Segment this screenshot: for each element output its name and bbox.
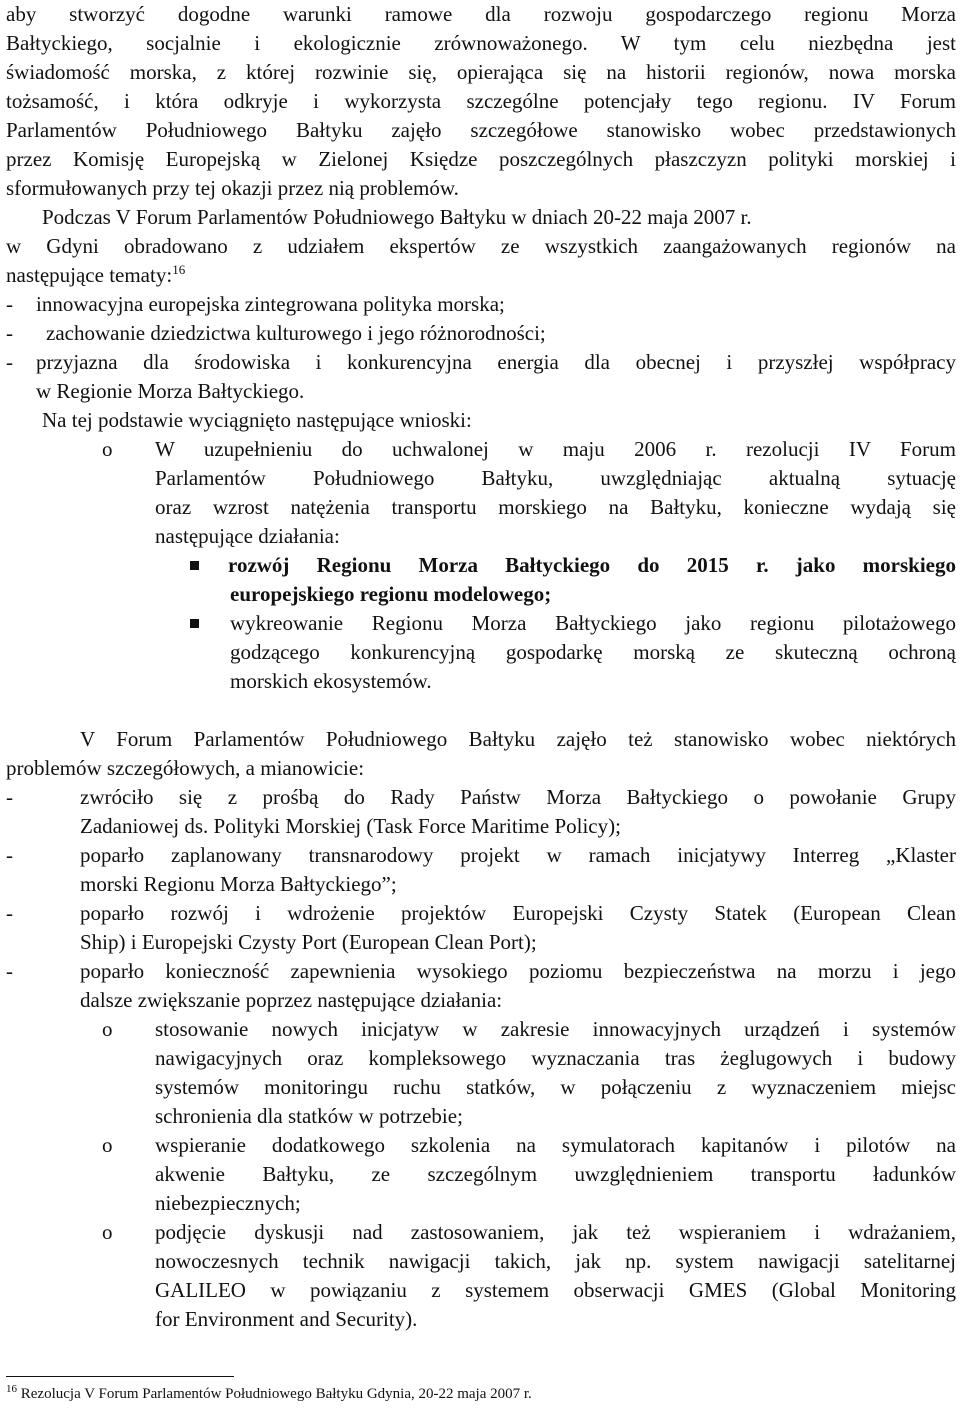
text-line: godzącego konkurencyjną gospodarkę morską ze skuteczną ochroną: [230, 640, 956, 664]
square-bullet-icon: [190, 561, 199, 570]
text-line: Na tej podstawie wyciągnięto następujące wnioski:: [42, 408, 472, 432]
text-line: morskich ekosystemów.: [230, 669, 432, 693]
footnote-ref[interactable]: 16: [172, 262, 186, 277]
text-line: poparło konieczność zapewnienia wysokiego poziomu bezpieczeństwa na morzu i jego: [80, 959, 956, 983]
text-line: poparło rozwój i wdrożenie projektów Europejski Czysty Statek (European Clean: [80, 901, 956, 925]
text-line: świadomość morska, z której rozwinie się, opierająca się na historii regionów, nowa morska: [6, 60, 956, 84]
text-line: V Forum Parlamentów Południowego Bałtyku zajęło też stanowisko wobec niektórych: [80, 727, 956, 751]
text-line: morski Regionu Morza Bałtyckiego”;: [80, 872, 397, 896]
circle-marker: o: [102, 1220, 113, 1244]
text-line: tożsamość, i która odkryje i wykorzysta szczególne potencjały tego regionu. IV Forum: [6, 89, 956, 113]
text-line: innowacyjna europejska zintegrowana polityka morska;: [36, 292, 505, 316]
text-line: przyjazna dla środowiska i konkurencyjna energia dla obecnej i przyszłej współpracy: [36, 350, 956, 374]
footnote-number: 16: [6, 1383, 17, 1395]
text-line: w Regionie Morza Bałtyckiego.: [36, 379, 305, 403]
text-line: schronienia dla statków w potrzebie;: [155, 1104, 463, 1128]
circle-marker: o: [102, 437, 113, 461]
action-item: [230, 551, 956, 609]
text-line: for Environment and Security).: [155, 1307, 418, 1331]
text-line: zachowanie dziedzictwa kulturowego i jego różnorodności;: [46, 321, 546, 345]
text-line: systemów monitoringu ruchu statków, w połączeniu z wyznaczeniem miejsc: [155, 1075, 956, 1099]
text-line: podjęcie dyskusji nad zastosowaniem, jak też wspieraniem i wdrażaniem,: [155, 1220, 956, 1244]
text-line: wspieranie dodatkowego szkolenia na symulatorach kapitanów i pilotów na: [155, 1133, 956, 1157]
text-line: oraz wzrost natężenia transportu morskiego na Bałtyku, konieczne wydają się: [155, 495, 956, 519]
text-line: GALILEO w powiązaniu z systemem obserwacji GMES (Global Monitoring: [155, 1278, 956, 1302]
action-item: [230, 609, 956, 696]
text-line: poparło zaplanowany transnarodowy projekt w ramach inicjatywy Interreg „Klaster: [80, 843, 956, 867]
text-line: aby stworzyć dogodne warunki ramowe dla rozwoju gospodarczego regionu Morza: [6, 2, 956, 26]
text-line: Zadaniowej ds. Polityki Morskiej (Task Force Maritime Policy);: [80, 814, 621, 838]
square-bullet-icon: [190, 619, 199, 628]
text-line: Ship) i Europejski Czysty Port (European Clean Port);: [80, 930, 537, 954]
conclusions-intro: [6, 406, 956, 435]
footnote-separator: [6, 1376, 234, 1377]
dash-marker: -: [6, 350, 13, 374]
text-line: problemów szczegółowych, a mianowicie:: [6, 756, 365, 780]
text-line: Bałtyckiego, socjalnie i ekologicznie zrównoważonego. W tym celu niezbędna jest: [6, 31, 956, 55]
text-fragment: następujące tematy:: [6, 263, 173, 287]
dash-marker: -: [6, 321, 13, 345]
dash-marker: -: [6, 785, 13, 809]
dash-marker: -: [6, 843, 13, 867]
text-line: wykreowanie Regionu Morza Bałtyckiego jako regionu pilotażowego: [230, 611, 956, 635]
meeting-paragraph: [6, 203, 956, 290]
circle-marker: o: [102, 1017, 113, 1041]
text-line: Podczas V Forum Parlamentów Południowego Bałtyku w dniach 20-22 maja 2007 r.: [42, 205, 752, 229]
text-line: W uzupełnieniu do uchwalonej w maju 2006 r. rezolucji IV Forum: [155, 437, 956, 461]
footnote-text: Rezolucja V Forum Parlamentów Południowego Bałtyku Gdynia, 20-22 maja 2007 r.: [20, 1386, 532, 1402]
text-line: niebezpiecznych;: [155, 1191, 301, 1215]
dash-marker: -: [6, 901, 13, 925]
text-line: stosowanie nowych inicjatyw w zakresie innowacyjnych urządzeń i systemów: [155, 1017, 956, 1041]
text-line: akwenie Bałtyku, ze szczególnym uwzględnieniem transportu ładunków: [155, 1162, 956, 1186]
text-line: następujące działania:: [155, 524, 340, 548]
dash-marker: -: [6, 292, 13, 316]
text-line: w Gdyni obradowano z udziałem ekspertów ze wszystkich zaangażowanych regionów na: [6, 234, 956, 258]
text-line: rozwój Regionu Morza Bałtyckiego do 2015 r. jako morskiego: [228, 553, 956, 577]
text-line: nawigacyjnych oraz kompleksowego wyznaczania tras żeglugowych i budowy: [155, 1046, 956, 1070]
text-line: Parlamentów Południowego Bałtyku zajęło szczegółowe stanowisko wobec przedstawionych: [6, 118, 956, 142]
footnote: [6, 1384, 532, 1404]
circle-marker: o: [102, 1133, 113, 1157]
text-line: Parlamentów Południowego Bałtyku, uwzględniając aktualną sytuację: [155, 466, 956, 490]
text-line: nowoczesnych technik nawigacji takich, jak np. system nawigacji satelitarnej: [155, 1249, 956, 1273]
text-line: dalsze zwiększanie poprzez następujące działania:: [80, 988, 503, 1012]
text-line: [6, 261, 956, 290]
intro-paragraph: [6, 0, 956, 203]
text-line: sformułowanych przy tej okazji przez nią problemów.: [6, 176, 459, 200]
text-line: zwróciło się z prośbą do Rady Państw Morza Bałtyckiego o powołanie Grupy: [80, 785, 956, 809]
text-line: przez Komisję Europejską w Zielonej Księdze poszczególnych płaszczyzn polityki morskiej i: [6, 147, 956, 171]
positions-paragraph: [6, 725, 956, 783]
dash-marker: -: [6, 959, 13, 983]
text-line: europejskiego regionu modelowego;: [230, 582, 552, 606]
